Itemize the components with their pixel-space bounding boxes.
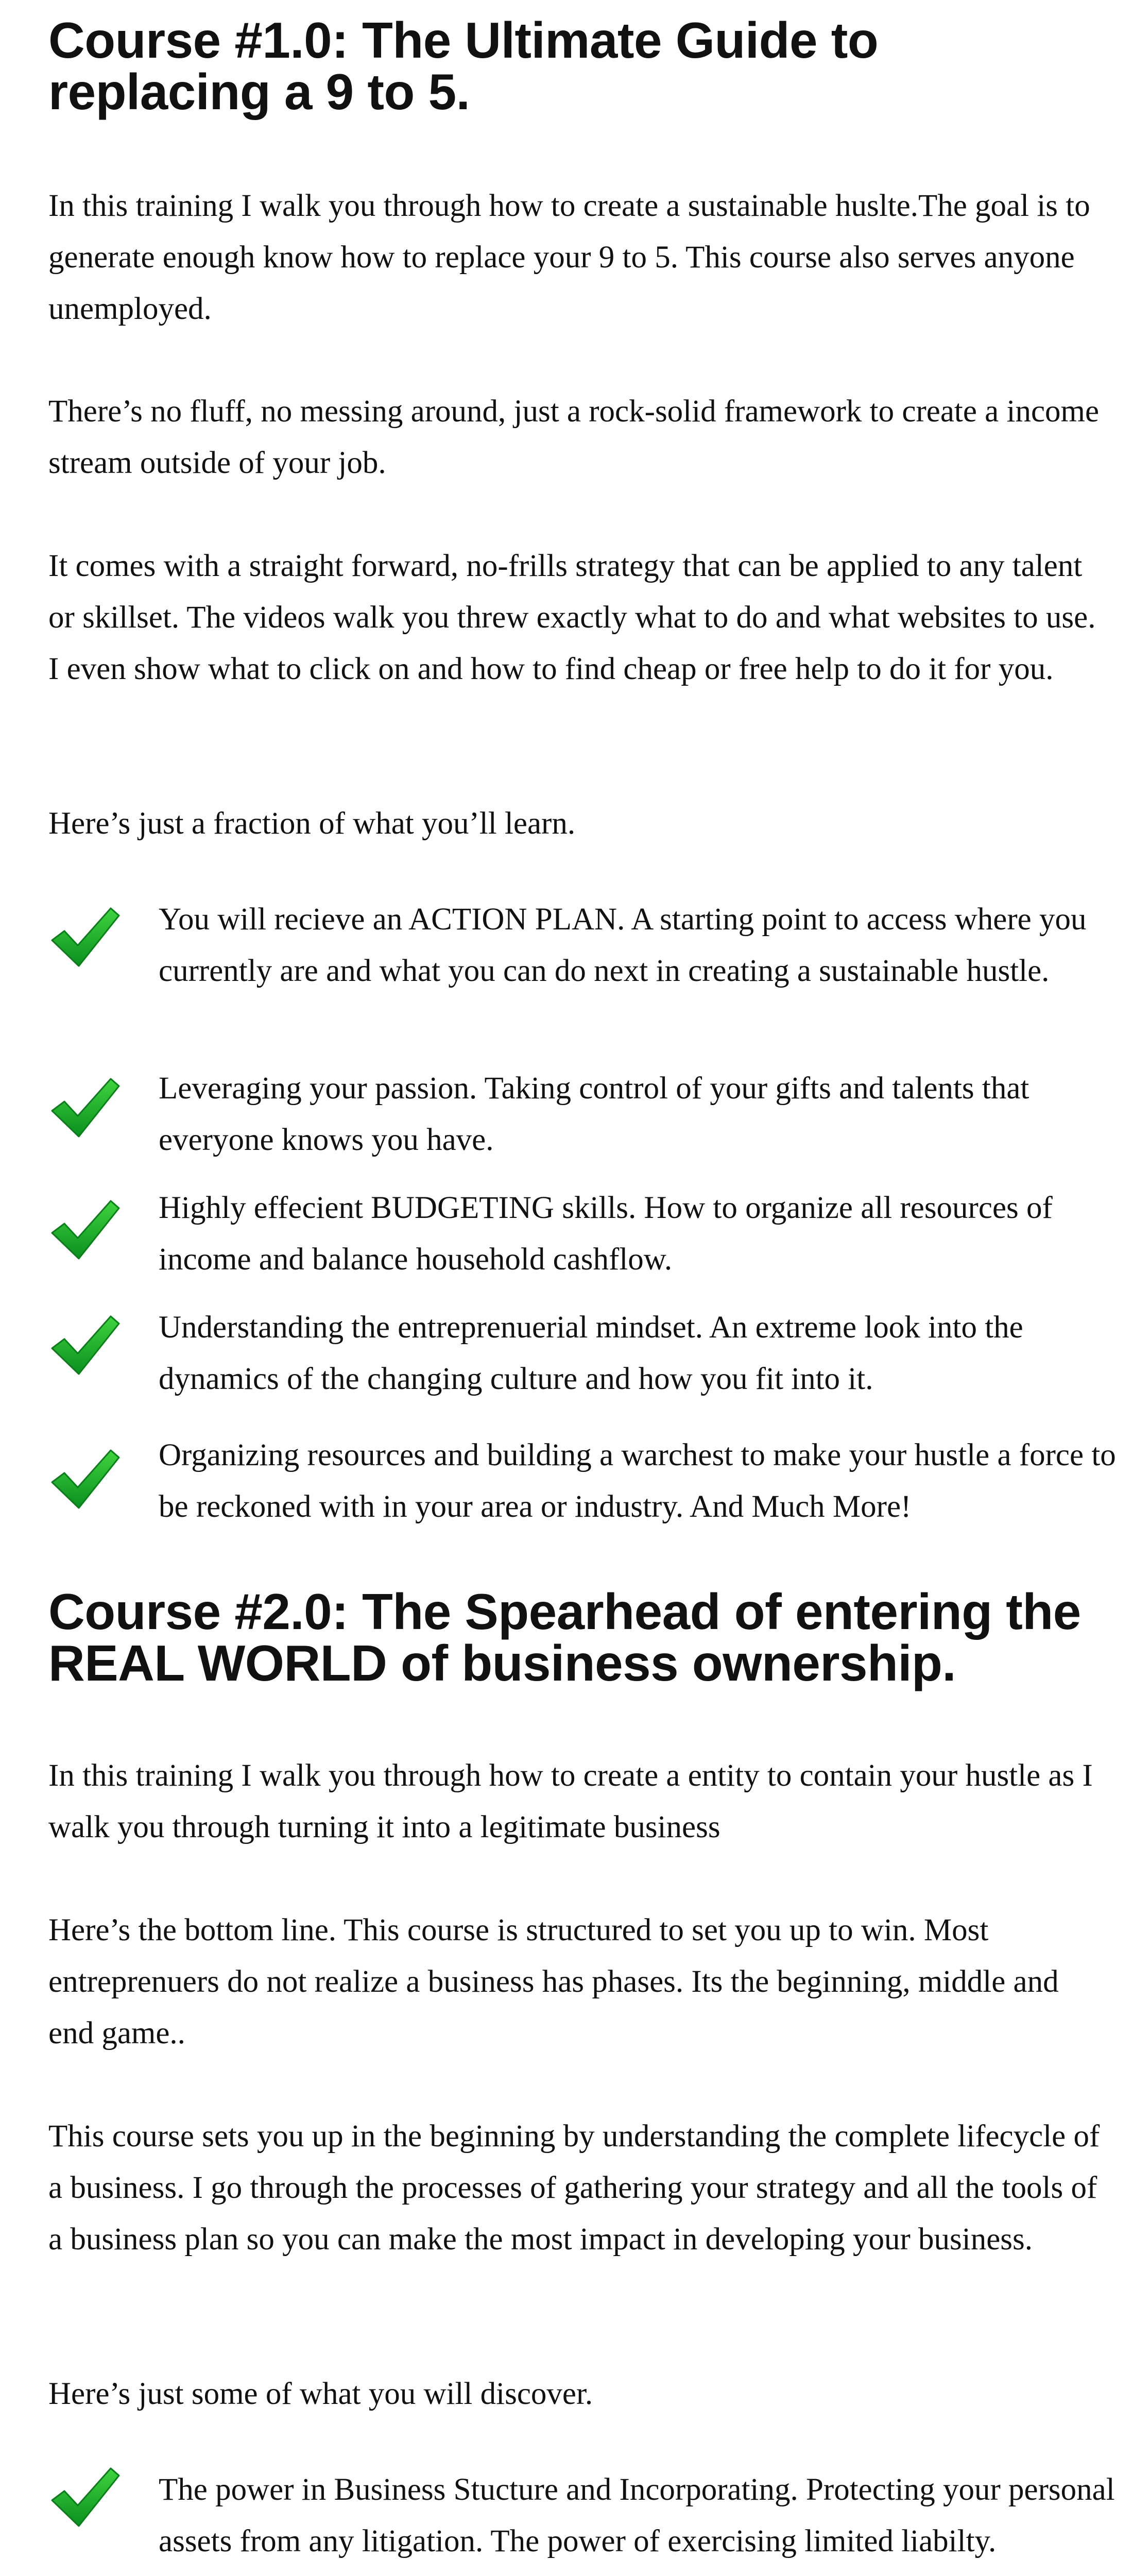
course-1-framework-paragraph: There’s no fluff, no messing around, just a rock-solid framework to create a income stream outside of your job. xyxy=(48,394,1100,480)
course-1-list-item-text: Organizing resources and building a warchest to make your hustle a force to be reckoned with in your area or industry. And Much More! xyxy=(159,1438,1116,1524)
course-1-title: Course #1.0: The Ultimate Guide to replacing a 9 to 5. xyxy=(48,12,879,120)
green-checkmark-icon xyxy=(49,1075,121,1142)
course-1-strategy-paragraph: It comes with a straight forward, no-frills strategy that can be applied to any talent or skillset. The videos walk you threw exactly what to do and what websites to use. I even show what to click on and how to find cheap or free help to do it for you. xyxy=(48,549,1096,686)
course-2-list-item-text: The power in Business Stucture and Incorporating. Protecting your personal assets from any litigation. The power of exercising limited liabilty. xyxy=(159,2472,1115,2558)
course-2-list-intro: Here’s just some of what you will discover. xyxy=(48,2377,593,2411)
course-1-list-item-text: You will recieve an ACTION PLAN. A starting point to access where you currently are and what you can do next in creating a sustainable hustle. xyxy=(159,902,1087,988)
course-1-list-item-text: Understanding the entreprenuerial mindset. An extreme look into the dynamics of the changing culture and how you fit into it. xyxy=(159,1310,1023,1396)
course-2-lifecycle-paragraph: This course sets you up in the beginning by understanding the complete lifecycle of a business. I go through the processes of gathering your strategy and all the tools of a business plan so you can make the most impact in developing your business. xyxy=(48,2119,1100,2257)
course-2-title: Course #2.0: The Spearhead of entering the REAL WORLD of business ownership. xyxy=(48,1583,1081,1691)
course-1-list-intro: Here’s just a fraction of what you’ll learn. xyxy=(48,806,576,841)
green-checkmark-icon xyxy=(49,1312,121,1379)
course-2-bottom-line-paragraph: Here’s the bottom line. This course is structured to set you up to win. Most entreprenuers do not realize a business has phases. Its the beginning, middle and end game.. xyxy=(48,1913,1059,2050)
green-checkmark-icon xyxy=(49,1197,121,1264)
course-2-intro-paragraph: In this training I walk you through how to create a entity to contain your hustle as I walk you through turning it into a legitimate business xyxy=(48,1758,1093,1844)
green-checkmark-icon xyxy=(49,2464,121,2531)
course-1-list-item-text: Leveraging your passion. Taking control of your gifts and talents that everyone knows you have. xyxy=(159,1071,1029,1157)
green-checkmark-icon xyxy=(49,904,121,971)
green-checkmark-icon xyxy=(49,1446,121,1513)
course-1-intro-paragraph: In this training I walk you through how to create a sustainable huslte.The goal is to generate enough know how to replace your 9 to 5. This course also serves anyone unemployed. xyxy=(48,189,1090,326)
course-1-list-item-text: Highly effecient BUDGETING skills. How to organize all resources of income and balance household cashflow. xyxy=(159,1191,1053,1277)
